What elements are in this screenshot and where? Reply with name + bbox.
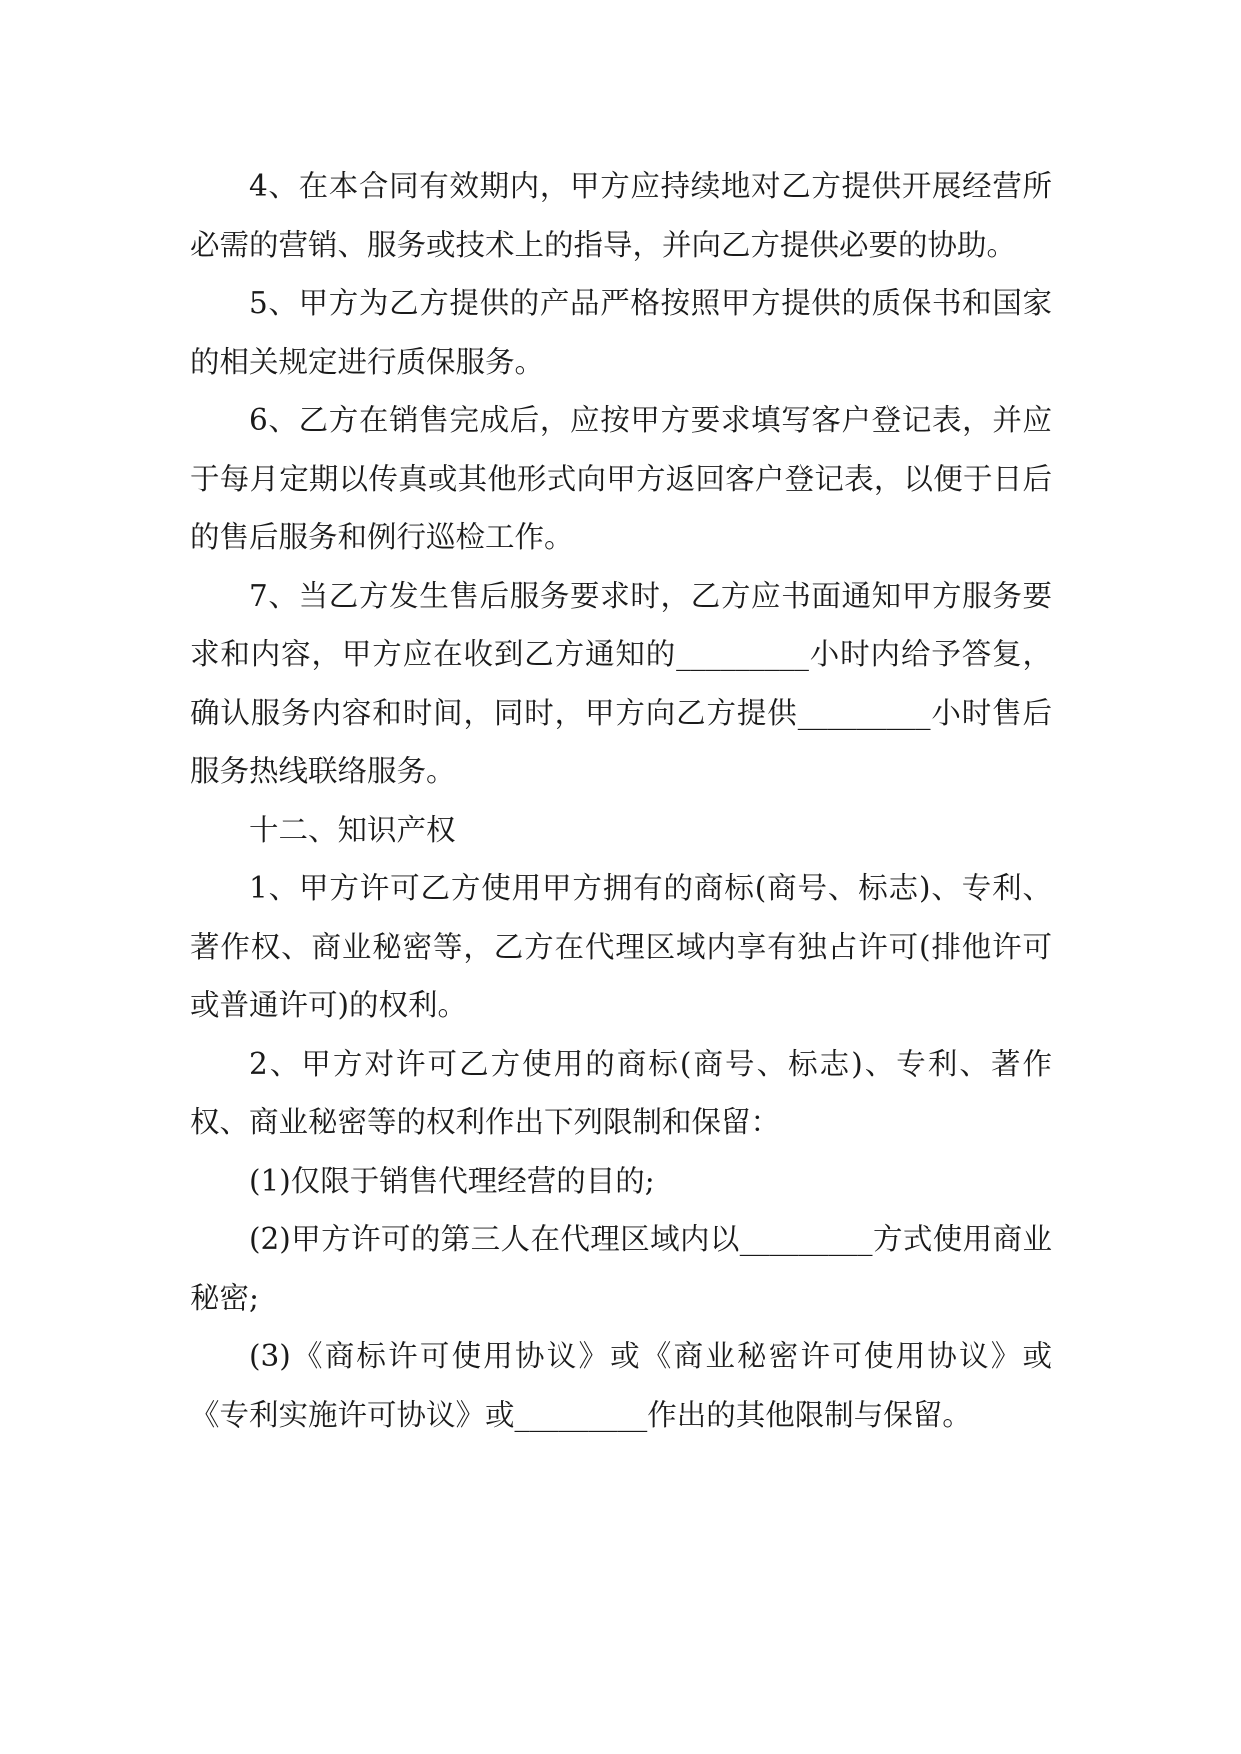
ip-clause-2: 2、甲方对许可乙方使用的商标(商号、标志)、专利、著作权、商业秘密等的权利作出下列限制和保留： [190, 1046, 1052, 1139]
document-body [190, 157, 1052, 1444]
clause-4: 4、在本合同有效期内，甲方应持续地对乙方提供开展经营所必需的营销、服务或技术上的指导，并向乙方提供必要的协助。 [190, 169, 1052, 262]
section-heading-ip: 十二、知识产权 [249, 812, 456, 847]
ip-item-3: (3)《商标许可使用协议》或《商业秘密许可使用协议》或《专利实施许可协议》或_________作出的其他限制与保留。 [190, 1339, 1052, 1432]
clause-7: 7、当乙方发生售后服务要求时，乙方应书面通知甲方服务要求和内容，甲方应在收到乙方通知的_________小时内给予答复，确认服务内容和时间，同时，甲方向乙方提供_________小时售后服务热线联络服务。 [190, 578, 1052, 788]
clause-5: 5、甲方为乙方提供的产品严格按照甲方提供的质保书和国家的相关规定进行质保服务。 [190, 286, 1052, 379]
ip-item-2: (2)甲方许可的第三人在代理区域内以_________方式使用商业秘密; [190, 1222, 1052, 1315]
ip-item-1: (1)仅限于销售代理经营的目的; [249, 1163, 655, 1198]
clause-6: 6、乙方在销售完成后，应按甲方要求填写客户登记表，并应于每月定期以传真或其他形式向甲方返回客户登记表，以便于日后的售后服务和例行巡检工作。 [190, 403, 1052, 554]
ip-clause-1: 1、甲方许可乙方使用甲方拥有的商标(商号、标志)、专利、著作权、商业秘密等，乙方在代理区域内享有独占许可(排他许可或普通许可)的权利。 [190, 871, 1052, 1022]
